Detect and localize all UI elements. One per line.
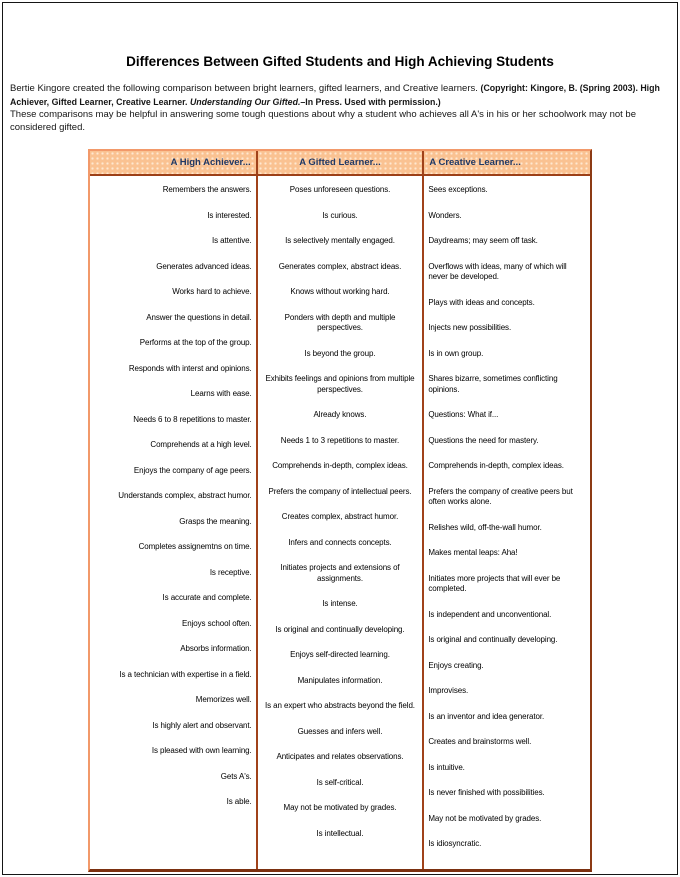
copyright-title-italic: Understanding Our Gifted. <box>189 96 301 107</box>
intro-note: These comparisons may be helpful in answering some tough questions about why a student who achieves all A's in his or her schoolwork may not be considered gifted. <box>10 109 636 133</box>
table-cell-item: Ponders with depth and multiple perspectives. <box>284 312 396 332</box>
table-header-row <box>90 151 590 175</box>
table-cell-item: May not be motivated by grades. <box>283 803 397 812</box>
table-cell-item: Comprehends in-depth, complex ideas. <box>428 461 564 470</box>
table-cell-item: Enjoys school often. <box>182 618 252 628</box>
table-body-row <box>90 175 590 869</box>
table-cell-item: Memorizes well. <box>195 695 252 704</box>
table-cell-item: Generates complex, abstract ideas. <box>278 261 402 271</box>
table-cell-item: Gets A's. <box>220 771 252 781</box>
table-cell-item: Anticipates and relates observations. <box>276 752 404 761</box>
column-high-achiever <box>90 175 257 869</box>
table-cell-item: Enjoys the company of age peers. <box>133 465 252 475</box>
table-cell-item: Manipulates information. <box>297 675 383 685</box>
table-cell-item: Comprehends in-depth, complex ideas. <box>272 461 408 470</box>
table-cell-item: Answer the questions in detail. <box>146 312 252 322</box>
table-cell-item: Exhibits feelings and opinions from multiple perspectives. <box>265 374 415 394</box>
header-gifted-learner: A Gifted Learner... <box>257 151 424 175</box>
table-cell-item: Is a technician with expertise in a field. <box>119 669 252 679</box>
comparison-table-wrap <box>88 149 592 872</box>
table-cell-item: Prefers the company of intellectual peers. <box>268 486 412 496</box>
table-cell-item: Completes assignemtns on time. <box>138 542 252 551</box>
table-cell-item: Is pleased with own learning. <box>151 746 252 755</box>
intro-copyright-line <box>10 82 670 109</box>
table-cell-item: Is an expert who abstracts beyond the field. <box>265 701 415 710</box>
table-cell-item: Grasps the meaning. <box>179 516 252 526</box>
page-title: Differences Between Gifted Students and High Achieving Students <box>126 54 554 69</box>
table-cell-item: Daydreams; may seem off task. <box>428 236 538 245</box>
table-cell-item: Poses unforeseen questions. <box>289 185 391 194</box>
table-cell-item: Is able. <box>226 797 252 806</box>
table-cell-item: Enjoys self-directed learning. <box>290 650 390 659</box>
table-cell-item: Is attentive. <box>212 236 252 245</box>
table-cell-item: Already knows. <box>313 410 367 419</box>
table-cell-item: Infers and connects concepts. <box>288 537 392 547</box>
table-cell-item: Is accurate and complete. <box>162 593 252 602</box>
table-cell-item: Is beyond the group. <box>304 348 376 358</box>
comparison-table <box>90 151 590 869</box>
copyright-note-start: (Copyright: Kingore, B. (Spring 2003). High Achiever, Gifted Learner, Creative Learner. <box>10 83 660 107</box>
intro-paragraph <box>10 82 670 134</box>
table-cell-item: Is curious. <box>322 210 358 220</box>
header-high-achiever: A High Achiever... <box>90 151 257 175</box>
table-cell-item: Relishes wild, off-the-wall humor. <box>428 522 542 532</box>
table-cell-item: Questions the need for mastery. <box>428 435 539 445</box>
table-cell-item: Performs at the top of the group. <box>139 338 252 347</box>
table-cell-item: Questions: What if... <box>428 410 499 419</box>
table-cell-item: Prefers the company of creative peers but often works alone. <box>428 486 573 506</box>
table-cell-item: Is interested. <box>207 210 252 220</box>
table-cell-item: Is self-critical. <box>316 777 364 787</box>
table-cell-item: Comprehends at a high level. <box>150 440 252 449</box>
table-cell-item: Creates complex, abstract humor. <box>281 512 399 521</box>
table-cell-item: Needs 1 to 3 repetitions to master. <box>280 435 400 445</box>
table-cell-item: Initiates more projects that will ever be completed. <box>428 573 561 593</box>
intro-lead: Bertie Kingore created the following comparison between bright learners, gifted learners, and Creative learners. <box>10 83 481 94</box>
table-cell-item: Remembers the answers. <box>162 185 252 194</box>
table-cell-item: Knows without working hard. <box>290 287 390 296</box>
table-cell-item: Generates advanced ideas. <box>156 261 252 271</box>
column-creative-learner <box>423 175 590 869</box>
table-cell-item: Enjoys creating. <box>428 660 484 670</box>
table-cell-item: Is original and continually developing. <box>428 635 558 644</box>
table-cell-item: Is intense. <box>322 599 358 608</box>
table-cell-item: Works hard to achieve. <box>172 287 252 296</box>
table-cell-item: Sees exceptions. <box>428 185 488 194</box>
table-cell-item: Improvises. <box>428 686 469 695</box>
table-cell-item: Guesses and infers well. <box>297 726 383 736</box>
table-cell-item: Responds with interst and opinions. <box>128 363 252 373</box>
copyright-note-end: –In Press. Used with permission.) <box>300 96 441 107</box>
table-cell-item: May not be motivated by grades. <box>428 813 542 823</box>
table-cell-item: Overflows with ideas, many of which will never be developed. <box>428 261 567 281</box>
table-cell-item: Is in own group. <box>428 348 484 358</box>
table-cell-item: Plays with ideas and concepts. <box>428 297 535 307</box>
table-cell-item: Understands complex, abstract humor. <box>118 491 252 500</box>
table-cell-item: Wonders. <box>428 210 462 220</box>
table-cell-item: Injects new possibilities. <box>428 323 512 332</box>
table-cell-item: Is highly alert and observant. <box>152 720 252 730</box>
table-cell-item: Is idiosyncratic. <box>428 839 482 848</box>
table-cell-item: Shares bizarre, sometimes conflicting opinions. <box>428 374 558 394</box>
table-cell-item: Is receptive. <box>209 567 252 577</box>
table-cell-item: Is selectively mentally engaged. <box>285 236 395 245</box>
table-cell-item: Is original and continually developing. <box>275 624 405 634</box>
table-cell-item: Is independent and unconventional. <box>428 609 552 619</box>
table-cell-item: Is an inventor and idea generator. <box>428 711 545 721</box>
table-cell-item: Absorbs information. <box>180 644 252 653</box>
table-cell-item: Creates and brainstorms well. <box>428 737 532 746</box>
table-cell-item: Makes mental leaps: Aha! <box>428 548 518 557</box>
table-cell-item: Initiates projects and extensions of assignments. <box>280 563 400 583</box>
table-cell-item: Is intuitive. <box>428 762 465 772</box>
column-gifted-learner <box>257 175 424 869</box>
table-cell-item: Needs 6 to 8 repetitions to master. <box>133 414 252 424</box>
table-cell-item: Learns with ease. <box>190 389 252 398</box>
table-cell-item: Is intellectual. <box>316 828 364 838</box>
table-cell-item: Is never finished with possibilities. <box>428 788 545 797</box>
header-creative-learner: A Creative Learner... <box>423 151 590 175</box>
